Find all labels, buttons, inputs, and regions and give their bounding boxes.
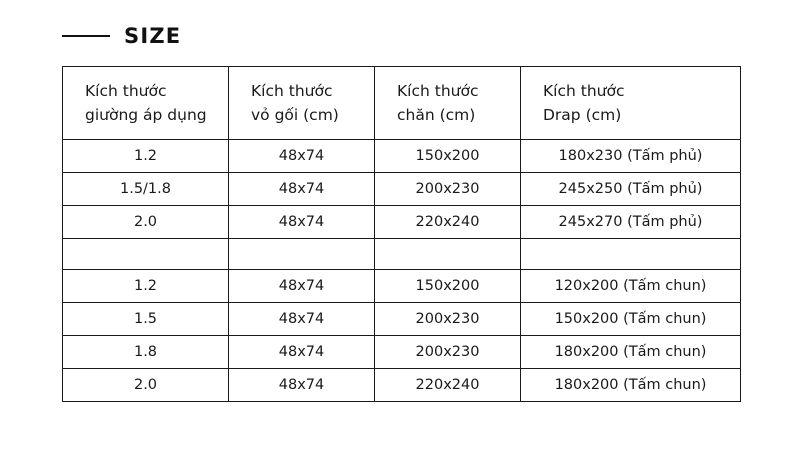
cell-pillow-size: 48x74 <box>229 206 375 239</box>
cell-drap-size: 180x230 (Tấm phủ) <box>521 140 741 173</box>
column-header-drap-size <box>521 67 741 140</box>
column-header-bed-size <box>63 67 229 140</box>
column-header-line2: giường áp dụng <box>85 106 207 124</box>
table-row <box>63 140 741 173</box>
table-header-row <box>63 67 741 140</box>
cell-drap-size: 180x200 (Tấm chun) <box>521 369 741 402</box>
table-row-spacer <box>63 239 741 270</box>
column-header-pillow-size <box>229 67 375 140</box>
column-header-line2: Drap (cm) <box>543 106 622 124</box>
table-row <box>63 336 741 369</box>
cell-pillow-size <box>229 239 375 270</box>
cell-blanket-size: 220x240 <box>375 206 521 239</box>
cell-bed-size: 2.0 <box>63 369 229 402</box>
cell-bed-size: 1.5/1.8 <box>63 173 229 206</box>
table-body <box>63 140 741 402</box>
cell-blanket-size: 220x240 <box>375 369 521 402</box>
cell-blanket-size: 150x200 <box>375 140 521 173</box>
cell-pillow-size: 48x74 <box>229 270 375 303</box>
cell-blanket-size: 150x200 <box>375 270 521 303</box>
column-header-line1: Kích thước <box>251 81 333 100</box>
cell-bed-size <box>63 239 229 270</box>
column-header-line1: Kích thước <box>397 81 479 100</box>
table-row <box>63 303 741 336</box>
cell-pillow-size: 48x74 <box>229 369 375 402</box>
cell-drap-size: 120x200 (Tấm chun) <box>521 270 741 303</box>
cell-pillow-size: 48x74 <box>229 173 375 206</box>
cell-pillow-size: 48x74 <box>229 336 375 369</box>
cell-bed-size: 2.0 <box>63 206 229 239</box>
page-title <box>62 22 181 50</box>
cell-drap-size <box>521 239 741 270</box>
cell-bed-size: 1.8 <box>63 336 229 369</box>
cell-bed-size: 1.2 <box>63 270 229 303</box>
cell-drap-size: 150x200 (Tấm chun) <box>521 303 741 336</box>
cell-pillow-size: 48x74 <box>229 140 375 173</box>
table-row <box>63 270 741 303</box>
cell-drap-size: 245x250 (Tấm phủ) <box>521 173 741 206</box>
cell-blanket-size: 200x230 <box>375 336 521 369</box>
table-row <box>63 173 741 206</box>
cell-drap-size: 245x270 (Tấm phủ) <box>521 206 741 239</box>
table-row <box>63 206 741 239</box>
column-header-line1: Kích thước <box>543 81 625 100</box>
column-header-line2: chăn (cm) <box>397 106 476 124</box>
title-divider <box>62 35 110 37</box>
column-header-line2: vỏ gối (cm) <box>251 106 339 124</box>
page-title-label: SIZE <box>124 23 182 48</box>
size-table <box>62 66 741 402</box>
cell-blanket-size: 200x230 <box>375 303 521 336</box>
table-header <box>63 67 741 140</box>
column-header-line1: Kích thước <box>85 81 167 100</box>
column-header-blanket-size <box>375 67 521 140</box>
cell-blanket-size: 200x230 <box>375 173 521 206</box>
cell-bed-size: 1.5 <box>63 303 229 336</box>
cell-bed-size: 1.2 <box>63 140 229 173</box>
table-row <box>63 369 741 402</box>
cell-pillow-size: 48x74 <box>229 303 375 336</box>
cell-blanket-size <box>375 239 521 270</box>
cell-drap-size: 180x200 (Tấm chun) <box>521 336 741 369</box>
